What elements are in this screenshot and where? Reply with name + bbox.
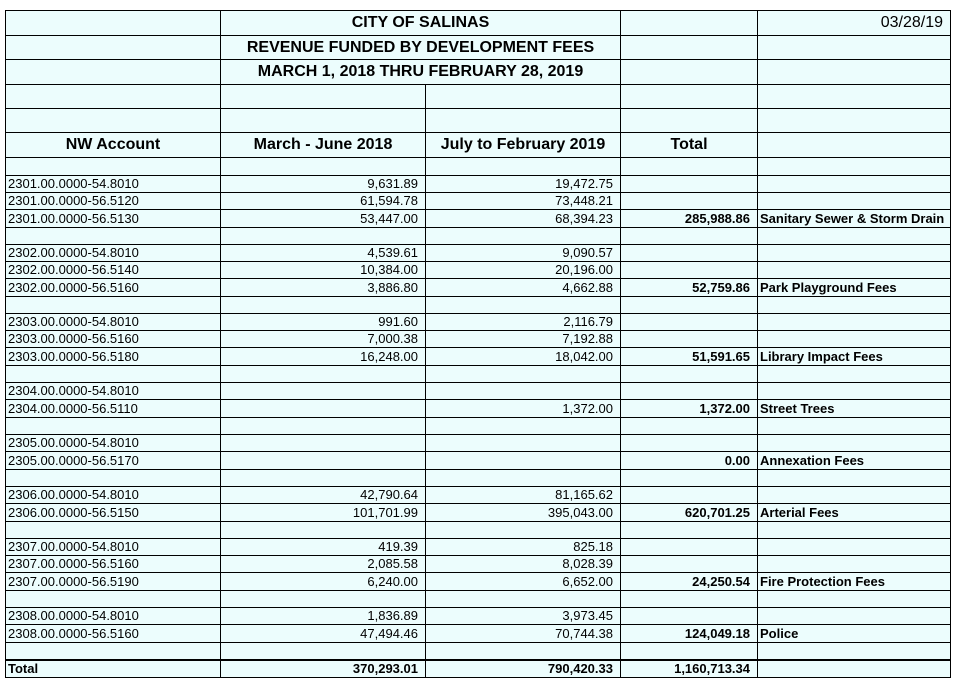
table-row: [6, 262, 951, 279]
account-cell: 2308.00.0000-54.8010: [6, 608, 221, 625]
table-row: [6, 193, 951, 210]
fund-name-cell: [758, 383, 951, 400]
july-feb-cell: [426, 383, 621, 400]
fund-name-cell: [758, 608, 951, 625]
table-row: [6, 314, 951, 331]
account-cell: 2306.00.0000-54.8010: [6, 487, 221, 504]
march-june-cell: 9,631.89: [221, 176, 426, 193]
table-row: [6, 279, 951, 297]
table-row: [6, 573, 951, 591]
march-june-cell: 42,790.64: [221, 487, 426, 504]
spacer-row: [6, 470, 951, 487]
account-cell: 2303.00.0000-56.5180: [6, 348, 221, 366]
revenue-table: [5, 10, 951, 678]
report-title: CITY OF SALINAS: [221, 11, 621, 36]
report-date: 03/28/19: [758, 11, 951, 36]
fund-name-cell: [758, 262, 951, 279]
total-cell: [621, 193, 758, 210]
cell: [6, 60, 221, 85]
table-row: [6, 331, 951, 348]
july-feb-cell: 2,116.79: [426, 314, 621, 331]
table-row: [6, 176, 951, 193]
account-cell: 2302.00.0000-56.5140: [6, 262, 221, 279]
table-row: [6, 625, 951, 643]
report-subtitle: REVENUE FUNDED BY DEVELOPMENT FEES: [221, 36, 621, 60]
table-row: [6, 400, 951, 418]
account-cell: 2302.00.0000-54.8010: [6, 245, 221, 262]
march-june-cell: 101,701.99: [221, 504, 426, 522]
july-feb-cell: 9,090.57: [426, 245, 621, 262]
total-cell: [621, 608, 758, 625]
account-cell: 2303.00.0000-54.8010: [6, 314, 221, 331]
march-june-cell: 47,494.46: [221, 625, 426, 643]
report-period: MARCH 1, 2018 THRU FEBRUARY 28, 2019: [221, 60, 621, 85]
march-june-cell: 4,539.61: [221, 245, 426, 262]
fund-name-cell: [758, 487, 951, 504]
account-cell: 2307.00.0000-56.5190: [6, 573, 221, 591]
total-cell: 285,988.86: [621, 210, 758, 228]
march-june-cell: 6,240.00: [221, 573, 426, 591]
account-cell: 2305.00.0000-54.8010: [6, 435, 221, 452]
july-feb-cell: 68,394.23: [426, 210, 621, 228]
spacer-row: [6, 591, 951, 608]
july-feb-cell: 395,043.00: [426, 504, 621, 522]
july-feb-cell: 20,196.00: [426, 262, 621, 279]
cell: [758, 36, 951, 60]
total-cell: [621, 262, 758, 279]
july-feb-cell: 1,372.00: [426, 400, 621, 418]
total-cell: 51,591.65: [621, 348, 758, 366]
table-row: [6, 608, 951, 625]
column-header-march-june: March - June 2018: [221, 133, 426, 158]
march-june-cell: 53,447.00: [221, 210, 426, 228]
july-feb-cell: 81,165.62: [426, 487, 621, 504]
march-june-cell: 10,384.00: [221, 262, 426, 279]
total-cell: [621, 176, 758, 193]
table-row: [6, 245, 951, 262]
july-feb-cell: 8,028.39: [426, 556, 621, 573]
total-cell: 124,049.18: [621, 625, 758, 643]
total-cell: 52,759.86: [621, 279, 758, 297]
july-feb-cell: [426, 452, 621, 470]
totals-label: Total: [6, 660, 221, 678]
fund-name-cell: Street Trees: [758, 400, 951, 418]
total-cell: 620,701.25: [621, 504, 758, 522]
account-cell: 2304.00.0000-56.5110: [6, 400, 221, 418]
total-cell: [621, 331, 758, 348]
table-row: [6, 556, 951, 573]
total-cell: [621, 383, 758, 400]
account-cell: 2302.00.0000-56.5160: [6, 279, 221, 297]
fund-name-cell: Fire Protection Fees: [758, 573, 951, 591]
total-cell: [621, 539, 758, 556]
account-cell: 2305.00.0000-56.5170: [6, 452, 221, 470]
cell: [621, 11, 758, 36]
totals-july-feb: 790,420.33: [426, 660, 621, 678]
fund-name-cell: [758, 176, 951, 193]
fund-name-cell: Annexation Fees: [758, 452, 951, 470]
fund-name-cell: [758, 539, 951, 556]
total-cell: 1,372.00: [621, 400, 758, 418]
total-cell: [621, 245, 758, 262]
cell: [621, 36, 758, 60]
july-feb-cell: 70,744.38: [426, 625, 621, 643]
cell: [758, 133, 951, 158]
cell: [6, 36, 221, 60]
account-cell: 2301.00.0000-56.5130: [6, 210, 221, 228]
total-cell: 0.00: [621, 452, 758, 470]
table-row: [6, 348, 951, 366]
fund-name-cell: [758, 331, 951, 348]
july-feb-cell: 7,192.88: [426, 331, 621, 348]
march-june-cell: 2,085.58: [221, 556, 426, 573]
total-cell: [621, 314, 758, 331]
spacer-row: [6, 228, 951, 245]
account-cell: 2307.00.0000-54.8010: [6, 539, 221, 556]
table-row: [6, 435, 951, 452]
totals-march-june: 370,293.01: [221, 660, 426, 678]
spacer-row: [6, 418, 951, 435]
total-cell: 24,250.54: [621, 573, 758, 591]
account-cell: 2306.00.0000-56.5150: [6, 504, 221, 522]
column-header-total: Total: [621, 133, 758, 158]
fund-name-cell: [758, 556, 951, 573]
march-june-cell: 61,594.78: [221, 193, 426, 210]
table-row: [6, 383, 951, 400]
march-june-cell: 991.60: [221, 314, 426, 331]
cell: [758, 660, 951, 678]
fund-name-cell: Library Impact Fees: [758, 348, 951, 366]
fund-name-cell: Arterial Fees: [758, 504, 951, 522]
cell: [621, 60, 758, 85]
table-row: [6, 452, 951, 470]
total-cell: [621, 435, 758, 452]
totals-total: 1,160,713.34: [621, 660, 758, 678]
account-cell: 2307.00.0000-56.5160: [6, 556, 221, 573]
march-june-cell: [221, 383, 426, 400]
fund-name-cell: Park Playground Fees: [758, 279, 951, 297]
account-cell: 2308.00.0000-56.5160: [6, 625, 221, 643]
spacer-row: [6, 522, 951, 539]
march-june-cell: 3,886.80: [221, 279, 426, 297]
total-cell: [621, 556, 758, 573]
fund-name-cell: Police: [758, 625, 951, 643]
table-row: [6, 487, 951, 504]
july-feb-cell: 18,042.00: [426, 348, 621, 366]
table-row: [6, 210, 951, 228]
fund-name-cell: [758, 435, 951, 452]
fund-name-cell: [758, 245, 951, 262]
spacer-row: [6, 366, 951, 383]
july-feb-cell: 19,472.75: [426, 176, 621, 193]
cell: [758, 60, 951, 85]
spacer-row: [6, 297, 951, 314]
fund-name-cell: [758, 314, 951, 331]
march-june-cell: 419.39: [221, 539, 426, 556]
march-june-cell: [221, 435, 426, 452]
fund-name-cell: Sanitary Sewer & Storm Drain: [758, 210, 951, 228]
march-june-cell: 7,000.38: [221, 331, 426, 348]
july-feb-cell: 825.18: [426, 539, 621, 556]
july-feb-cell: 3,973.45: [426, 608, 621, 625]
spacer-row: [6, 643, 951, 660]
fund-name-cell: [758, 193, 951, 210]
march-june-cell: [221, 452, 426, 470]
account-cell: 2304.00.0000-54.8010: [6, 383, 221, 400]
column-header-july-feb: July to February 2019: [426, 133, 621, 158]
july-feb-cell: [426, 435, 621, 452]
total-cell: [621, 487, 758, 504]
march-june-cell: 1,836.89: [221, 608, 426, 625]
account-cell: 2301.00.0000-56.5120: [6, 193, 221, 210]
march-june-cell: [221, 400, 426, 418]
cell: [6, 11, 221, 36]
march-june-cell: 16,248.00: [221, 348, 426, 366]
totals-row: [6, 660, 951, 678]
table-row: [6, 539, 951, 556]
july-feb-cell: 4,662.88: [426, 279, 621, 297]
account-cell: 2301.00.0000-54.8010: [6, 176, 221, 193]
table-row: [6, 504, 951, 522]
july-feb-cell: 73,448.21: [426, 193, 621, 210]
account-cell: 2303.00.0000-56.5160: [6, 331, 221, 348]
column-header-account: NW Account: [6, 133, 221, 158]
july-feb-cell: 6,652.00: [426, 573, 621, 591]
